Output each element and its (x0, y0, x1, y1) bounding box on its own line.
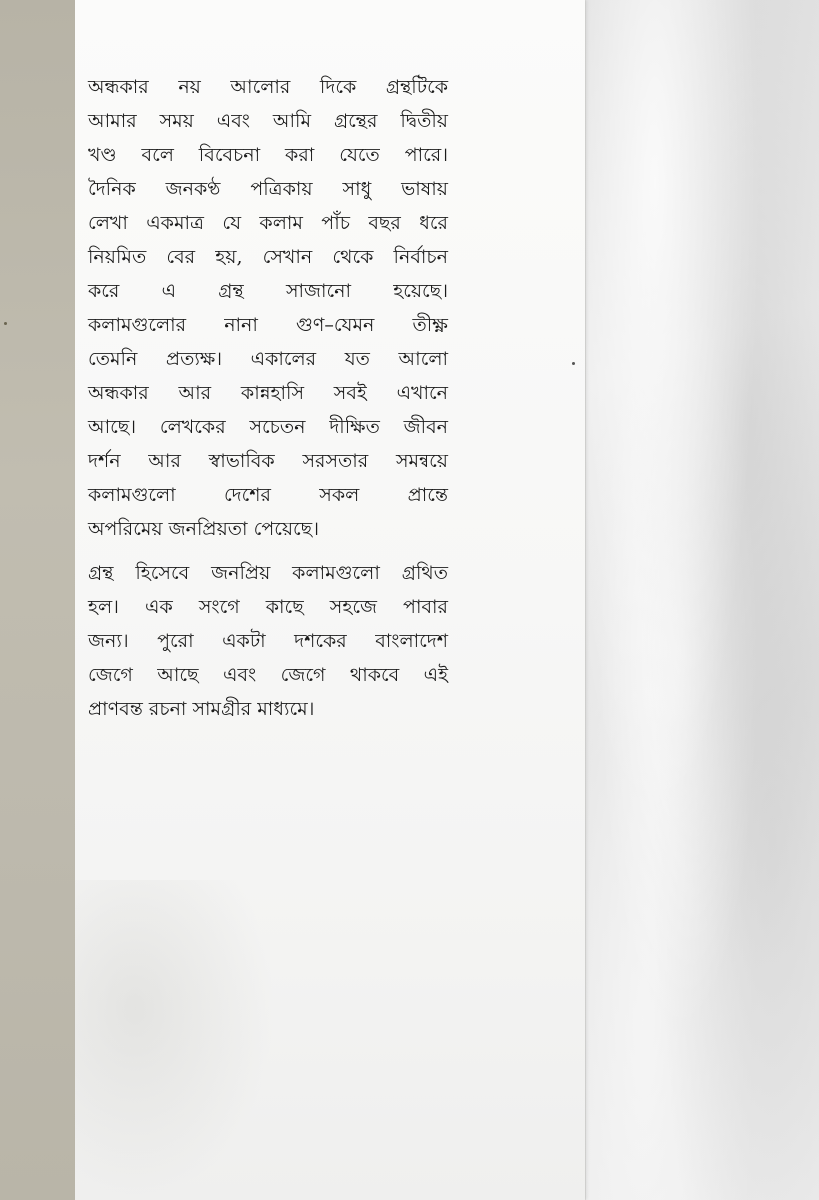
text-line: কলামগুলোর নানা গুণ–যেমন তীক্ষ্ণ (88, 314, 448, 336)
text-line: অপরিমেয় জনপ্রিয়তা পেয়েছে। (88, 518, 319, 540)
paper-speck (4, 322, 7, 325)
text-line: দৈনিক জনকণ্ঠ পত্রিকায় সাধু ভাষায় (88, 178, 448, 200)
text-line: লেখা একমাত্র যে কলাম পাঁচ বছর ধরে (88, 212, 448, 234)
text-line: অন্ধকার নয় আলোর দিকে গ্রন্থটিকে (88, 76, 448, 98)
blurb-paragraph-2 (88, 556, 448, 726)
flap-blurb-text (88, 70, 448, 726)
text-line: খণ্ড বলে বিবেচনা করা যেতে পারে। (88, 144, 448, 166)
text-line: নিয়মিত বের হয়, সেখান থেকে নির্বাচন (88, 246, 448, 268)
text-line: কলামগুলো দেশের সকল প্রান্তে (88, 484, 448, 506)
text-line: গ্রন্থ হিসেবে জনপ্রিয় কলামগুলো গ্রথিত (88, 562, 448, 584)
marbled-cover-background (585, 0, 819, 1200)
text-line: দর্শন আর স্বাভাবিক সরসতার সমন্বয়ে (88, 450, 448, 472)
cover-spine-strip (0, 0, 75, 1200)
text-line: তেমনি প্রত্যক্ষ। একালের যত আলো (88, 348, 448, 370)
text-line: আছে। লেখকের সচেতন দীক্ষিত জীবন (88, 416, 448, 438)
text-line: আমার সময় এবং আমি গ্রন্থের দ্বিতীয় (88, 110, 448, 132)
text-line: প্রাণবন্ত রচনা সামগ্রীর মাধ্যমে। (88, 698, 315, 720)
text-line: অন্ধকার আর কান্নহাসি সবই এখানে (88, 382, 448, 404)
text-line: করে এ গ্রন্থ সাজানো হয়েছে। (88, 280, 448, 302)
paper-speck (572, 362, 575, 365)
text-line: জেগে আছে এবং জেগে থাকবে এই (88, 664, 448, 686)
text-line: হল। এক সংগে কাছে সহজে পাবার (88, 596, 448, 618)
blurb-paragraph-1 (88, 70, 448, 546)
paragraph-spacer (88, 546, 448, 556)
text-line: জন্য। পুরো একটা দশকের বাংলাদেশ (88, 630, 448, 652)
